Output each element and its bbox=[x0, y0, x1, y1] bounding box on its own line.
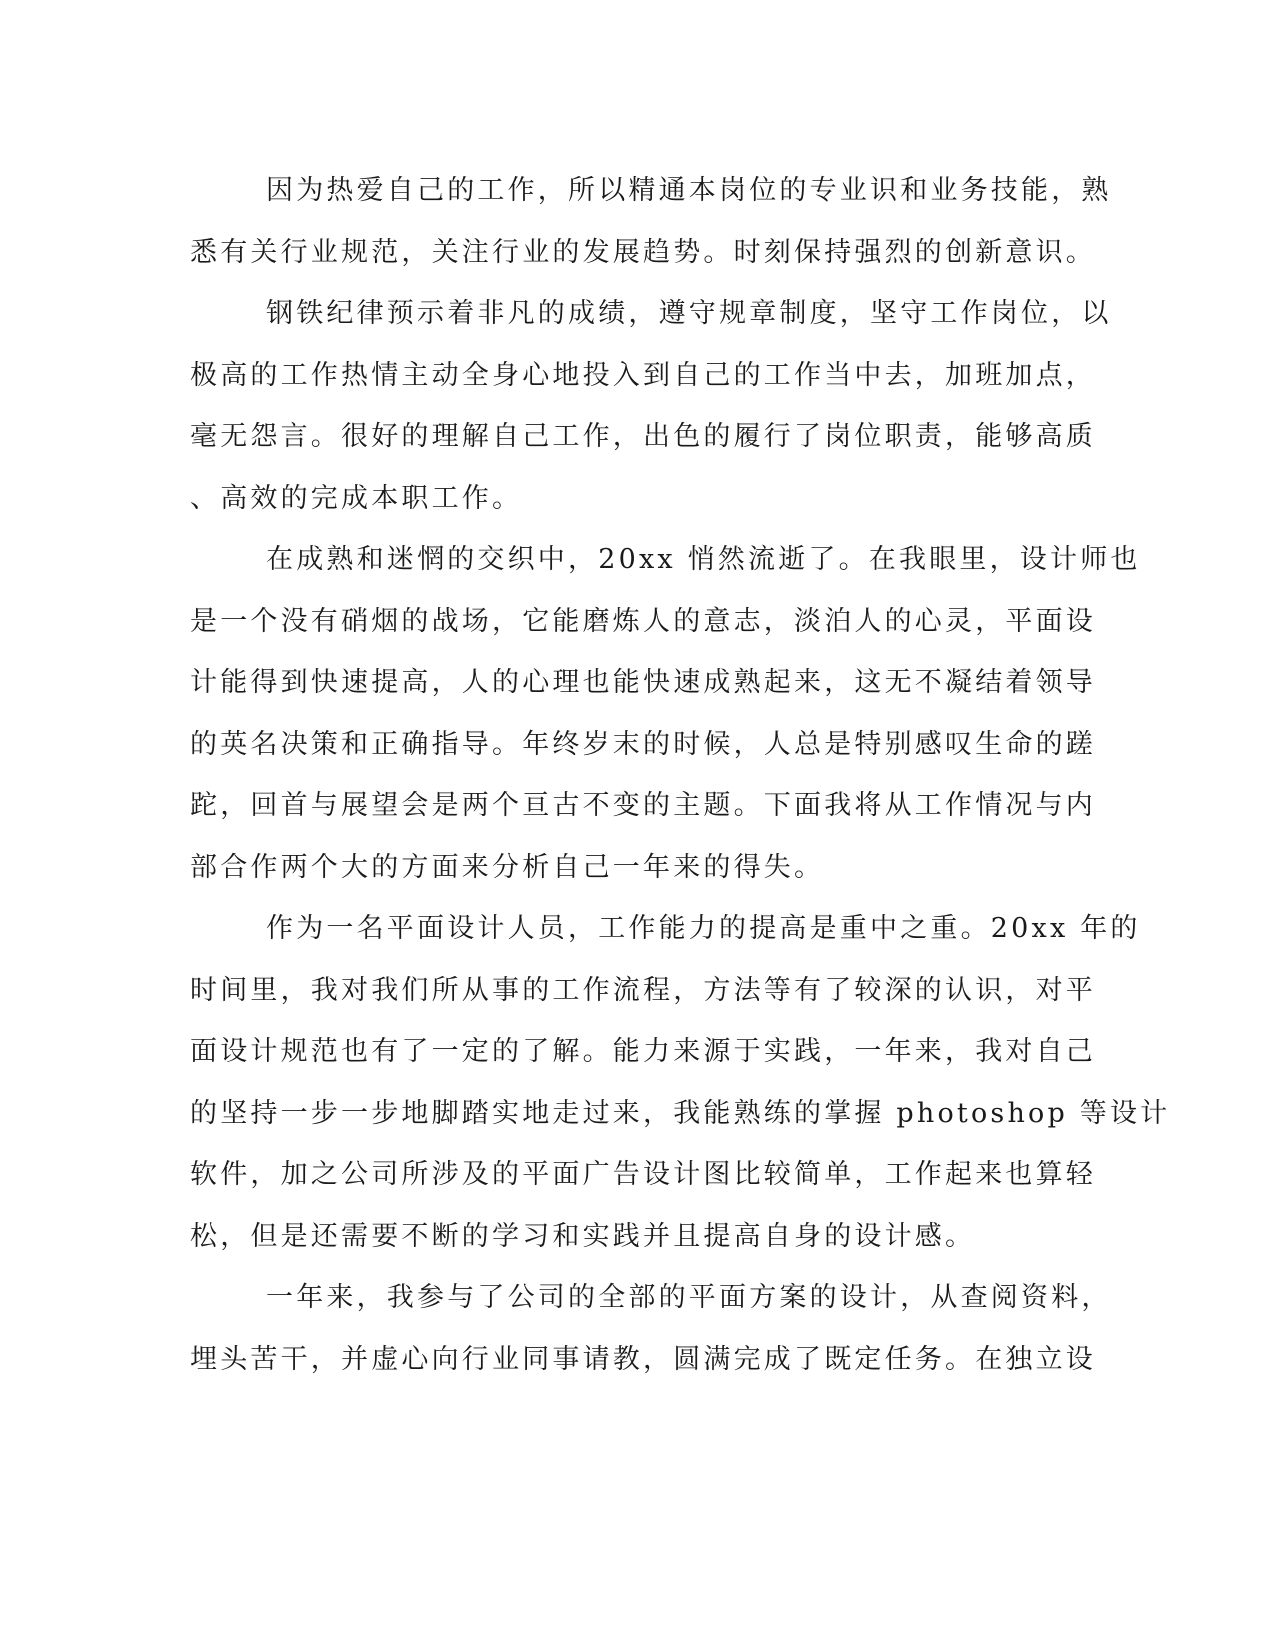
text-line: 一年来，我参与了公司的全部的平面方案的设计，从查阅资料， bbox=[266, 1282, 1112, 1313]
text-line: 钢铁纪律预示着非凡的成绩，遵守规章制度，坚守工作岗位，以 bbox=[266, 298, 1112, 329]
paragraph-3 bbox=[190, 529, 1141, 898]
text-line: 跎，回首与展望会是两个亘古不变的主题。下面我将从工作情况与内 bbox=[190, 790, 1096, 821]
paragraph-5 bbox=[190, 1267, 1112, 1390]
document-body bbox=[190, 160, 1171, 1390]
text-line: 计能得到快速提高，人的心理也能快速成熟起来，这无不凝结着领导 bbox=[190, 667, 1096, 698]
text-line: 软件，加之公司所涉及的平面广告设计图比较简单，工作起来也算轻 bbox=[190, 1159, 1096, 1190]
paragraph-4 bbox=[190, 898, 1171, 1267]
text-line: 埋头苦干，并虚心向行业同事请教，圆满完成了既定任务。在独立设 bbox=[190, 1343, 1096, 1375]
paragraph-1 bbox=[190, 160, 1112, 283]
text-line: 的英名决策和正确指导。年终岁末的时候，人总是特别感叹生命的蹉 bbox=[190, 728, 1096, 760]
paragraph-2 bbox=[190, 283, 1112, 529]
text-line: 的坚持一步一步地脚踏实地走过来，我能熟练的掌握 photoshop 等设计 bbox=[190, 1097, 1171, 1129]
text-line: 毫无怨言。很好的理解自己工作，出色的履行了岗位职责，能够高质 bbox=[190, 421, 1096, 452]
text-line: 松，但是还需要不断的学习和实践并且提高自身的设计感。 bbox=[190, 1220, 976, 1252]
text-line: 在成熟和迷惘的交织中，20xx 悄然流逝了。在我眼里，设计师也 bbox=[266, 544, 1141, 575]
text-line: 部合作两个大的方面来分析自己一年来的得失。 bbox=[190, 851, 825, 883]
text-line: 面设计规范也有了一定的了解。能力来源于实践，一年来，我对自己 bbox=[190, 1036, 1096, 1067]
text-line: 作为一名平面设计人员，工作能力的提高是重中之重。20xx 年的 bbox=[266, 913, 1141, 944]
text-line: 、高效的完成本职工作。 bbox=[190, 482, 523, 514]
text-line: 悉有关行业规范，关注行业的发展趋势。时刻保持强烈的创新意识。 bbox=[190, 236, 1096, 268]
text-line: 时间里，我对我们所从事的工作流程，方法等有了较深的认识，对平 bbox=[190, 974, 1096, 1006]
text-line: 因为热爱自己的工作，所以精通本岗位的专业识和业务技能，熟 bbox=[266, 175, 1112, 206]
text-line: 是一个没有硝烟的战场，它能磨炼人的意志，淡泊人的心灵，平面设 bbox=[190, 605, 1096, 637]
text-line: 极高的工作热情主动全身心地投入到自己的工作当中去，加班加点， bbox=[190, 359, 1096, 391]
